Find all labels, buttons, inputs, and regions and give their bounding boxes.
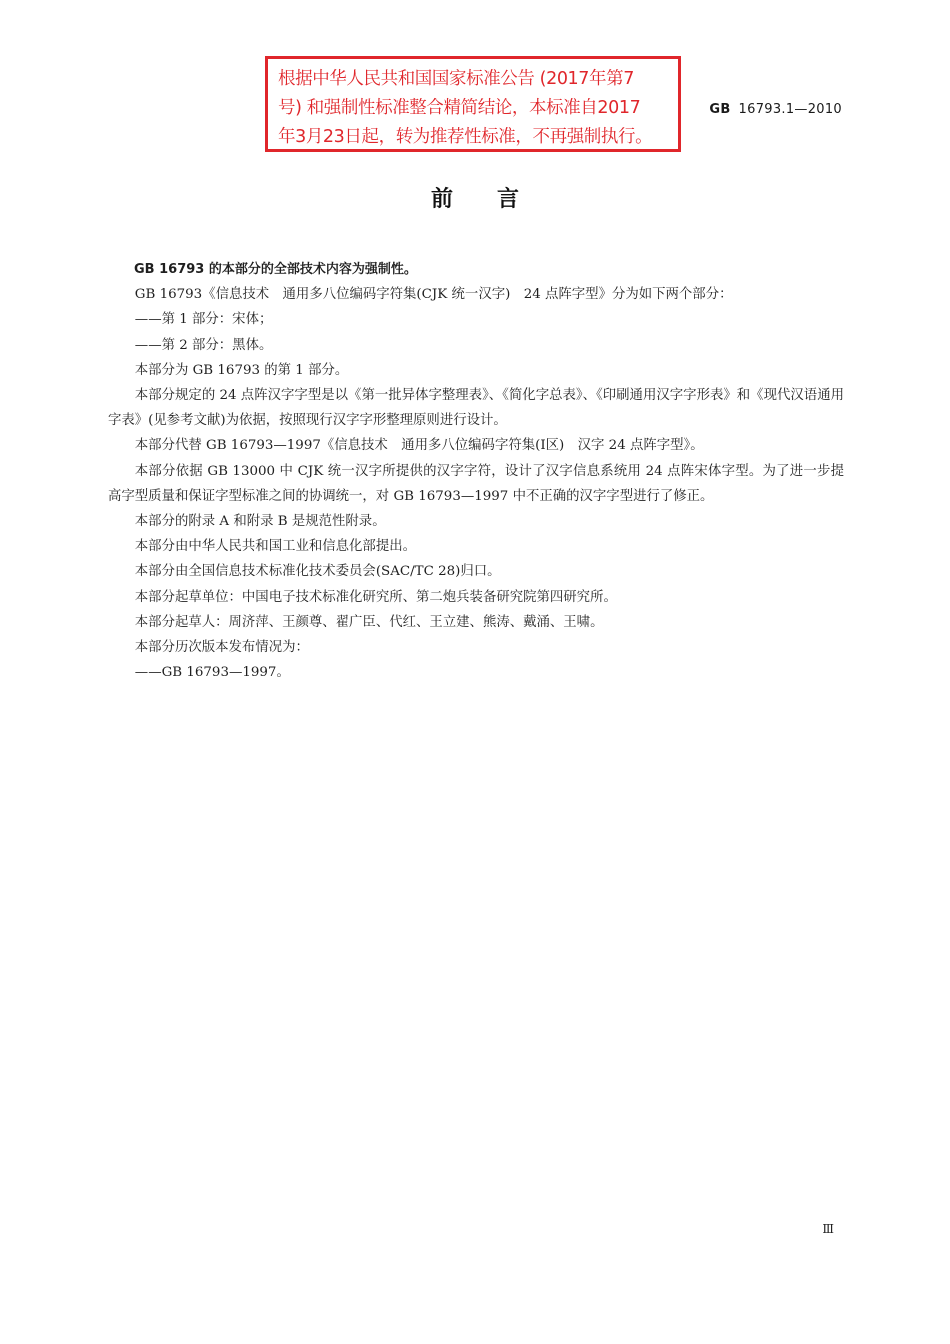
paragraph-drafting-units: 本部分起草单位：中国电子技术标准化研究所、第二炮兵装备研究院第四研究所。 — [134, 589, 617, 605]
paragraph-part-1: ——第 1 部分：宋体； — [134, 312, 273, 328]
mandatory-status-notice — [265, 56, 681, 152]
paragraph-parts-intro: GB 16793《信息技术 通用多八位编码字符集(CJK 统一汉字) 24 点阵字型》分为如下两个部分： — [134, 287, 733, 303]
notice-line-1: 根据中华人民共和国国家标准公告 (2017年第7 — [278, 69, 634, 89]
paragraph-design: 本部分依据 GB 13000 中 CJK 统一汉字所提供的汉字字符，设计了汉字信息系统用 24 点阵宋体字型。为了进一步提高字型质量和保证字型标准之间的协调统一，对 GB 16793—1997 中不正确的汉字字型进行了修正。 — [108, 463, 844, 504]
notice-line-2: 号) 和强制性标准整合精简结论，本标准自2017 — [278, 98, 641, 118]
paragraph-annexes: 本部分的附录 A 和附录 B 是规范性附录。 — [134, 514, 386, 530]
paragraph-centralized-by: 本部分由全国信息技术标准化技术委员会(SAC/TC 28)归口。 — [134, 564, 501, 580]
notice-line-3: 年3月23日起，转为推荐性标准，不再强制执行。 — [278, 127, 653, 147]
section-heading-foreword: 前言 — [430, 187, 563, 212]
paragraph-replaces: 本部分代替 GB 16793—1997《信息技术 通用多八位编码字符集(Ⅰ区) 汉字 24 点阵字型》。 — [134, 438, 704, 454]
paragraph-this-part: 本部分为 GB 16793 的第 1 部分。 — [134, 362, 349, 378]
paragraph-history-item: ——GB 16793—1997。 — [134, 665, 290, 681]
paragraph-proposed-by: 本部分由中华人民共和国工业和信息化部提出。 — [134, 539, 416, 555]
page-number: Ⅲ — [822, 1222, 834, 1236]
standard-number — [709, 102, 842, 117]
paragraph-history-intro: 本部分历次版本发布情况为： — [134, 640, 309, 656]
foreword-body — [108, 257, 844, 685]
paragraph-mandatory-statement: GB 16793 的本部分的全部技术内容为强制性。 — [134, 262, 417, 277]
paragraph-part-2: ——第 2 部分：黑体。 — [134, 337, 273, 353]
standard-prefix: GB — [709, 102, 731, 117]
standard-code: 16793.1—2010 — [738, 102, 842, 117]
paragraph-basis: 本部分规定的 24 点阵汉字字型是以《第一批异体字整理表》、《简化字总表》、《印刷通用汉字字形表》和《现代汉语通用字表》(见参考文献)为依据，按照现行汉字字形整理原则进行设计。 — [108, 388, 844, 429]
paragraph-drafters: 本部分起草人：周济萍、王颜尊、翟广臣、代红、王立建、熊涛、戴涌、王啸。 — [134, 614, 604, 630]
